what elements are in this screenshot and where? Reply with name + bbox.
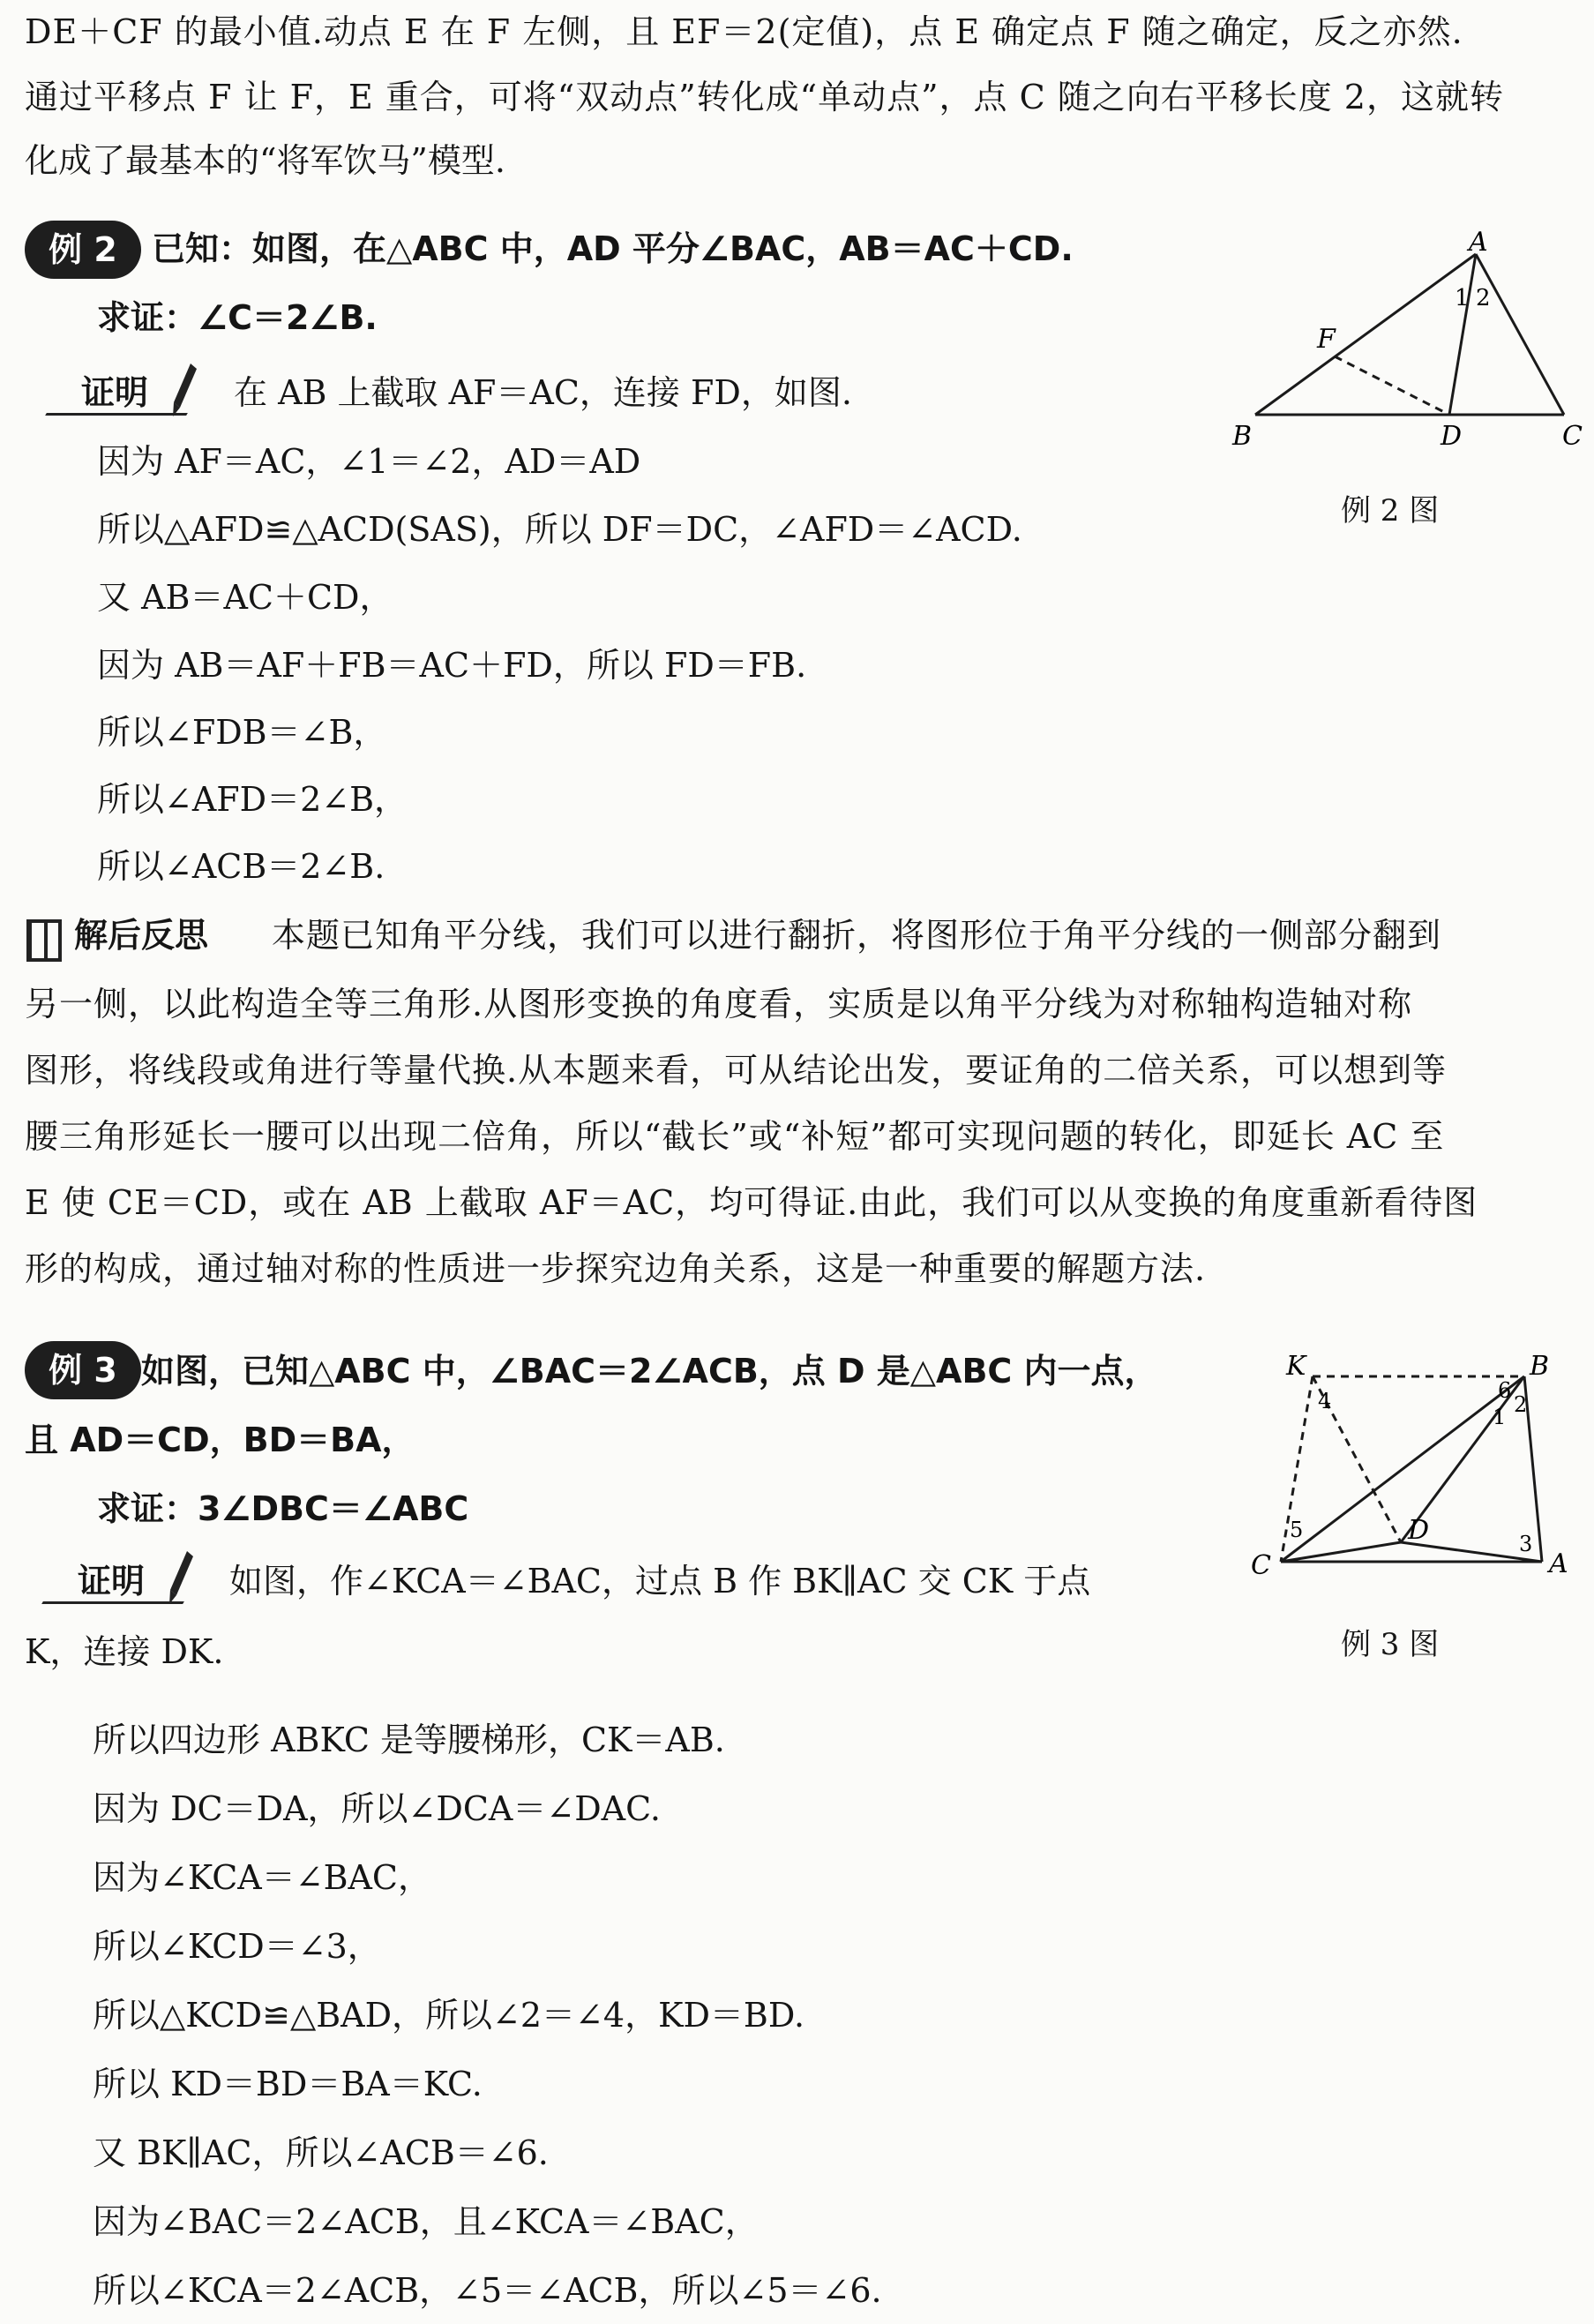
- ex2-proof-line: 所以∠ACB＝2∠B.: [97, 847, 385, 886]
- angle-3-label: 3: [1519, 1532, 1533, 1556]
- ex3-proof-line: 因为∠BAC＝2∠ACB，且∠KCA＝∠BAC，: [93, 2202, 759, 2241]
- ex2-proof-line: 所以∠AFD＝2∠B，: [97, 780, 408, 819]
- label-b: B: [1232, 421, 1253, 452]
- segment-ad: [1449, 254, 1476, 415]
- reflection-line-4: 腰三角形延长一腰可以出现二倍角，所以“截长”或“补短”都可实现问题的转化，即延长 AC 至: [25, 1117, 1445, 1156]
- example-3-figure: [1235, 1350, 1588, 1579]
- label-a: A: [1469, 231, 1488, 258]
- example-3-figure-caption: 例 3 图: [1341, 1627, 1440, 1662]
- example-3-proof-first: 如图，作∠KCA＝∠BAC，过点 B 作 BK∥AC 交 CK 于点: [229, 1562, 1091, 1601]
- angle-4-label: 4: [1318, 1389, 1332, 1413]
- segment-ab: [1255, 254, 1476, 415]
- angle-5-label: 5: [1290, 1518, 1304, 1542]
- label-a: A: [1549, 1548, 1568, 1579]
- ex3-proof-line: 所以∠KCD＝∠3，: [93, 1927, 381, 1966]
- example-2-proof-first: 在 AB 上截取 AF＝AC，连接 FD，如图.: [234, 373, 852, 412]
- angle-2-label: 2: [1476, 285, 1491, 311]
- ex3-proof-line: 因为∠KCA＝∠BAC，: [93, 1858, 432, 1897]
- example-3-proof-first-cont: K，连接 DK.: [25, 1632, 224, 1671]
- ex3-proof-line: 又 BK∥AC，所以∠ACB＝∠6.: [93, 2133, 549, 2172]
- segment-fd: [1335, 356, 1449, 415]
- reflection-line-6: 形的构成，通过轴对称的性质进一步探究边角关系，这是一种重要的解题方法.: [25, 1249, 1207, 1288]
- example-3-statement-2: 且 AD＝CD，BD＝BA，: [25, 1421, 415, 1459]
- ex3-proof-line: 所以四边形 ABKC 是等腰梯形，CK＝AB.: [93, 1721, 725, 1759]
- ex2-proof-line: 因为 AF＝AC，∠1＝∠2，AD＝AD: [97, 442, 641, 481]
- pencil-icon: [169, 1549, 194, 1606]
- example-3-statement-1: 如图，已知△ABC 中，∠BAC＝2∠ACB，点 D 是△ABC 内一点，: [141, 1352, 1158, 1391]
- ex2-proof-line: 因为 AB＝AF＋FB＝AC＋FD，所以 FD＝FB.: [97, 646, 807, 685]
- label-c: C: [1562, 421, 1583, 452]
- example-2-statement: 已知：如图，在△ABC 中，AD 平分∠BAC，AB＝AC＋CD.: [152, 229, 1074, 268]
- angle-6-label: 6: [1498, 1378, 1512, 1403]
- angle-1-label: 1: [1493, 1405, 1507, 1429]
- label-f: F: [1317, 324, 1336, 355]
- reflection-line-2: 另一侧，以此构造全等三角形.从图形变换的角度看，实质是以角平分线为对称轴构造轴对称: [25, 985, 1413, 1023]
- label-b: B: [1530, 1351, 1550, 1382]
- ex2-proof-line: 又 AB＝AC＋CD，: [97, 578, 393, 617]
- example-3-to-prove: 求证：3∠DBC＝∠ABC: [97, 1489, 469, 1528]
- ex3-proof-line: 所以 KD＝BD＝BA＝KC.: [93, 2065, 483, 2103]
- example-2-figure-caption: 例 2 图: [1341, 493, 1440, 529]
- segment-ac: [1476, 254, 1564, 415]
- pencil-icon: [173, 362, 198, 418]
- label-d: D: [1441, 421, 1463, 452]
- book-icon: [25, 918, 64, 963]
- example-3-proof-label: 证明: [78, 1555, 145, 1608]
- example-2-figure: [1231, 231, 1583, 452]
- angle-2-label: 2: [1514, 1392, 1528, 1417]
- example-2-badge: 例 2: [25, 221, 141, 279]
- angle-1-label: 1: [1455, 285, 1470, 311]
- ex2-proof-line: 所以△AFD≌△ACD(SAS)，所以 DF＝DC，∠AFD＝∠ACD.: [97, 510, 1022, 549]
- ex2-proof-line: 所以∠FDB＝∠B，: [97, 713, 387, 752]
- segment-cd: [1281, 1542, 1401, 1562]
- label-k: K: [1286, 1351, 1306, 1382]
- example-3-badge: 例 3: [25, 1341, 141, 1399]
- reflection-line-1: 本题已知角平分线，我们可以进行翻折，将图形位于角平分线的一侧部分翻到: [272, 916, 1442, 955]
- intro-line-3: 化成了最基本的“将军饮马”模型.: [25, 141, 505, 180]
- example-2-proof-label: 证明: [81, 366, 148, 419]
- label-d: D: [1408, 1515, 1430, 1546]
- ex3-proof-line: 所以△KCD≌△BAD，所以∠2＝∠4，KD＝BD.: [93, 1996, 805, 2035]
- reflection-line-5: E 使 CE＝CD，或在 AB 上截取 AF＝AC，均可得证.由此，我们可以从变换的角度重新看待图: [25, 1183, 1478, 1222]
- label-c: C: [1251, 1550, 1271, 1579]
- reflection-line-3: 图形，将线段或角进行等量代换.从本题来看，可从结论出发，要证角的二倍关系，可以想到等: [25, 1051, 1448, 1090]
- intro-line-2: 通过平移点 F 让 F，E 重合，可将“双动点”转化成“单动点”，点 C 随之向右平移长度 2，这就转: [25, 78, 1504, 116]
- reflection-label: 解后反思: [74, 916, 209, 955]
- intro-line-1: DE＋CF 的最小值.动点 E 在 F 左侧，且 EF＝2(定值)，点 E 确定点 F 随之确定，反之亦然.: [25, 12, 1463, 51]
- ex3-proof-line: 因为 DC＝DA，所以∠DCA＝∠DAC.: [93, 1789, 661, 1828]
- ex3-proof-line: 所以∠KCA＝2∠ACB，∠5＝∠ACB，所以∠5＝∠6.: [93, 2271, 882, 2310]
- example-2-to-prove: 求证：∠C＝2∠B.: [97, 298, 378, 337]
